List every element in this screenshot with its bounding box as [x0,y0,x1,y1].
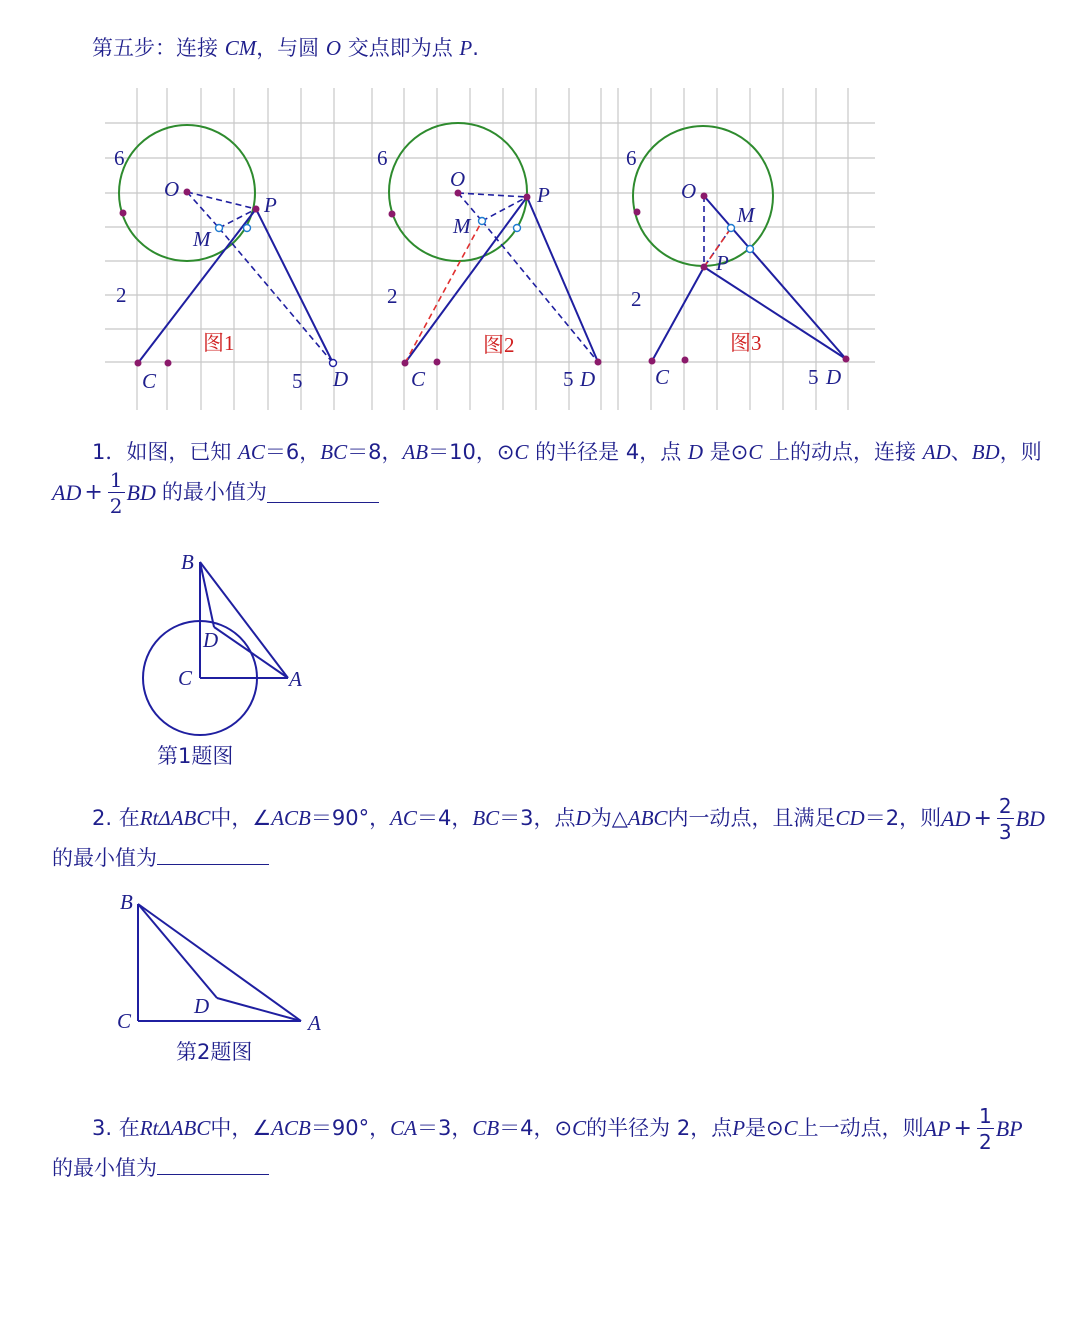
q3-answer-blank[interactable] [157,1156,269,1175]
q1-fraction: $\frac{1}{2}$ [109,468,123,518]
q2-label-d: D [194,994,210,1018]
q1-caption: 第1题图 [157,744,234,768]
tick-6-fig3: 6 [626,146,637,170]
q1-label-a: A [289,667,302,691]
q1-label-c: C [178,666,193,690]
q3-line2: 的最小值为 [52,1156,269,1181]
q2-label-a: A [308,1011,321,1035]
label-d-fig1: D [333,367,349,391]
q2-line1: 2. 在 RtΔABC 中，∠ ACB ＝90°， AC ＝4， BC ＝3，点 D 为△ ABC 内一动点，且满足 CD ＝2，则 AD + $\frac{2}{3}$ BD [92,794,1045,844]
label-p-fig1: P [264,193,277,217]
label-c-fig1: C [142,369,157,393]
q2-caption: 第2题图 [176,1040,253,1064]
label-d-fig3: D [826,365,842,389]
q3-line1: 3. 在 RtΔABC 中，∠ ACB ＝90°， CA ＝3， CB ＝4，⊙ C 的半径为 2，点 P 是⊙ C 上一动点，则 AP + $\frac{1}{2}$ BP [92,1104,1023,1154]
q2-label-b: B [120,890,133,914]
q2-line2: 的最小值为 [52,846,269,871]
tick-6-fig1: 6 [114,146,125,170]
label-d-fig2: D [580,367,596,391]
tick-2-fig1: 2 [116,283,127,307]
tick-2-fig2: 2 [387,284,398,308]
q2-label-c: C [117,1009,132,1033]
label-o-fig3: O [681,179,697,203]
fig1-label: 图1 [203,331,235,355]
q2-fraction: $\frac{2}{3}$ [998,794,1012,844]
tick-5-fig1: 5 [292,369,303,393]
q1-line1: 1．如图，已知 AC＝6，BC＝8，AB＝10，⊙C 的半径是 4，点 D 是⊙C 上的动点，连接 AD、BD，则 [92,440,1042,464]
q1-label-d: D [203,628,219,652]
label-m-fig1: M [193,227,211,251]
q3-fraction: $\frac{1}{2}$ [978,1104,992,1154]
q1-expression: AD + $\frac{1}{2}$ BD 的最小值为 [52,470,379,516]
tick-5-fig3: 5 [808,365,819,389]
tick-5-fig2: 5 [563,367,574,391]
label-o-fig2: O [450,167,466,191]
label-m-fig3: M [737,203,755,227]
label-o-fig1: O [164,177,180,201]
tick-6-fig2: 6 [377,146,388,170]
fig2-label: 图2 [483,333,515,357]
label-p-fig2: P [537,183,550,207]
q1-label-b: B [181,550,194,574]
label-m-fig2: M [453,214,471,238]
step5-text: 第五步：连接 CM，与圆 O 交点即为点 P. [92,36,479,60]
label-c-fig3: C [655,365,670,389]
label-p-fig3: P [716,251,729,275]
label-c-fig2: C [411,367,426,391]
tick-2-fig3: 2 [631,287,642,311]
fig3-label: 图3 [730,331,762,355]
